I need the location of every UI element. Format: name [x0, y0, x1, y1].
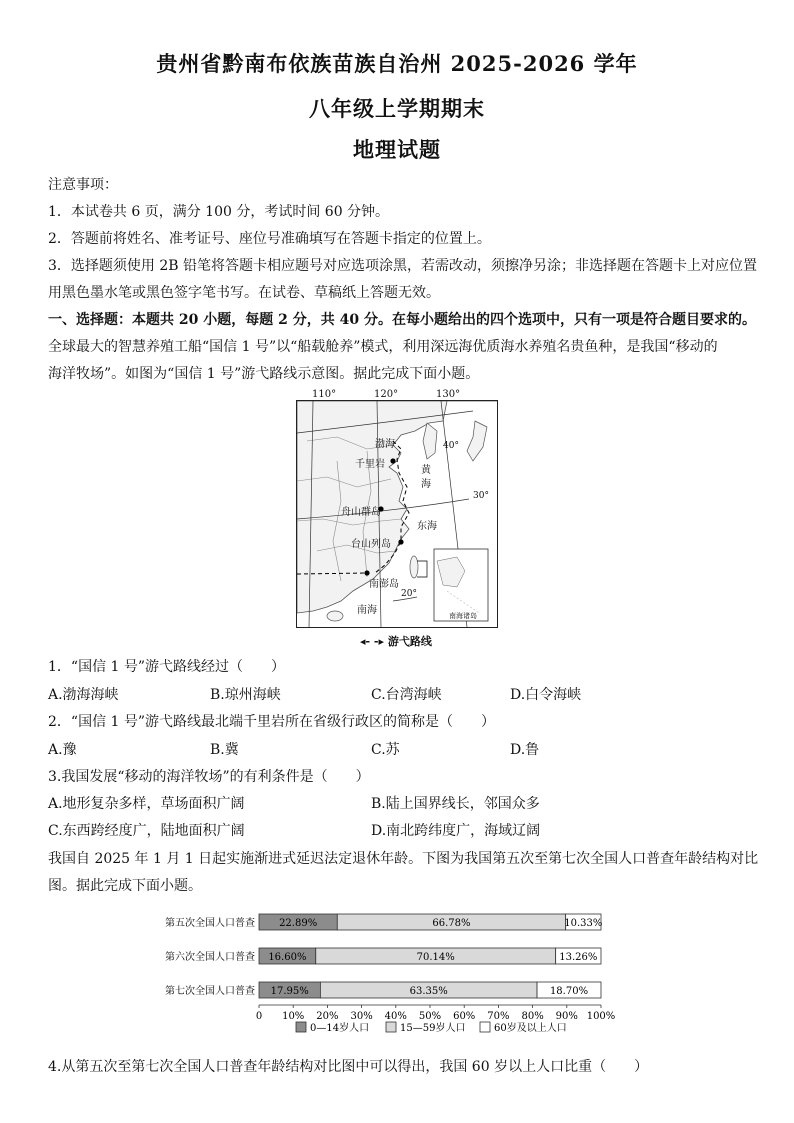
legend-label: 0—14岁人口 — [310, 1023, 370, 1034]
option-d: D.南北跨纬度广，海域辽阔 — [371, 823, 541, 839]
x-tick-label: 0 — [255, 1011, 263, 1022]
section-heading: 一、选择题：本题共 20 小题，每题 2 分，共 40 分。在每小题给出的四个选项中，只有一项是符合题目要求的。 — [48, 312, 756, 328]
x-tick-label: 90% — [555, 1011, 578, 1022]
lat-label-20: 20° — [401, 589, 417, 599]
option-d: D.鲁 — [510, 742, 540, 758]
x-tick-label: 20% — [316, 1011, 339, 1022]
x-tick-label: 80% — [521, 1011, 544, 1022]
option-c: C.苏 — [371, 742, 400, 758]
bar-value-label: 18.70% — [549, 986, 589, 997]
bar-value-label: 13.26% — [559, 952, 598, 963]
legend-swatch — [386, 1022, 396, 1032]
category-label: 第七次全国人口普查 — [165, 986, 255, 997]
option-a: A.渤海海峡 — [48, 687, 119, 703]
passage-text: 我国自 2025 年 1 月 1 日起实施渐进式延迟法定退休年龄。下图为我国第五次至第七次全国人口普查年龄结构对比 — [48, 851, 759, 867]
option-c: C.东西跨经度广，陆地面积广阔 — [48, 823, 245, 839]
bar-value-label: 22.89% — [279, 918, 318, 929]
age-structure-chart — [150, 905, 630, 1045]
lon-label: 130° — [436, 389, 461, 400]
option-c: C.台湾海峡 — [371, 687, 442, 703]
question-stem: 4.从第五次至第七次全国人口普查年龄结构对比图中可以得出，我国 60 岁以上人口比重（ ） — [48, 1059, 649, 1075]
x-tick-label: 50% — [418, 1011, 442, 1022]
notes-heading: 注意事项： — [48, 177, 118, 193]
x-tick-label: 40% — [384, 1011, 407, 1022]
bar-value-label: 10.33% — [564, 918, 603, 929]
x-tick-label: 100% — [586, 1011, 616, 1022]
bar-value-label: 63.35% — [409, 986, 448, 997]
map-legend-label: 游弋路线 — [387, 635, 432, 648]
taiwan-island — [410, 556, 418, 578]
exam-title-subject: 地理试题 — [353, 137, 441, 162]
bar-value-label: 16.60% — [268, 952, 307, 963]
passage-text: 海洋牧场”。如图为“国信 1 号”游弋路线示意图。据此完成下面小题。 — [48, 366, 480, 382]
huanghai-label-1: 黄 — [421, 465, 431, 476]
lat-label-30: 30° — [473, 491, 489, 501]
donghai-label: 东海 — [417, 521, 437, 532]
note-item: 2．答题前将姓名、准考证号、座位号准确填写在答题卡指定的位置上。 — [48, 231, 491, 247]
zhoushan-label: 舟山群岛 — [341, 507, 381, 518]
dashed-route-icon: ◂- -▸ — [360, 635, 388, 648]
huanghai-label-2: 海 — [421, 479, 431, 490]
x-tick-label: 30% — [350, 1011, 373, 1022]
legend-swatch — [480, 1022, 490, 1032]
category-label: 第五次全国人口普查 — [165, 918, 255, 929]
taishan-label: 台山列岛 — [351, 539, 391, 550]
inset-label: 南海诸岛 — [449, 612, 477, 620]
bar-value-label: 17.95% — [270, 986, 309, 997]
x-tick-label: 70% — [487, 1011, 510, 1022]
x-tick-label: 10% — [282, 1011, 305, 1022]
note-item: 用黑色墨水笔或黑色签字笔书写。在试卷、草稿纸上答题无效。 — [48, 285, 440, 301]
qianliyan-label: 千里岩 — [355, 459, 385, 470]
lon-label: 120° — [374, 389, 399, 400]
bar-value-label: 70.14% — [416, 952, 455, 963]
option-b: B.琼州海峡 — [210, 687, 281, 703]
legend-label: 60岁及以上人口 — [494, 1023, 567, 1034]
taishan-point — [398, 539, 403, 544]
map-legend — [360, 633, 432, 649]
legend-label: 15—59岁人口 — [400, 1023, 466, 1034]
x-tick-label: 60% — [453, 1011, 476, 1022]
legend-swatch — [296, 1022, 306, 1032]
exam-title-region: 贵州省黔南布依族苗族自治州 2025-2026 学年 — [156, 51, 638, 76]
qianliyan-point — [390, 458, 395, 463]
route-map — [296, 400, 498, 628]
bohai-label: 渤海 — [375, 439, 395, 450]
hainan-island — [327, 611, 343, 621]
lon-label: 110° — [312, 389, 337, 400]
bar-value-label: 66.78% — [432, 918, 471, 929]
passage-text: 全球最大的智慧养殖工船“国信 1 号”以“船载舱养”模式，利用深远海优质海水养殖名贵鱼种，是我国“移动的 — [48, 339, 718, 355]
question-stem: 3.我国发展“移动的海洋牧场”的有利条件是（ ） — [48, 769, 370, 785]
korea-peninsula — [423, 423, 437, 459]
note-item: 3．选择题须使用 2B 铅笔将答题卡相应题号对应选项涂黑，若需改动，须擦净另涂；非选择题在答题卡上对应位置 — [48, 258, 757, 274]
option-d: D.白令海峡 — [510, 687, 582, 703]
lat-label-40: 40° — [443, 441, 459, 451]
option-b: B.陆上国界线长，邻国众多 — [371, 796, 540, 812]
category-label: 第六次全国人口普查 — [165, 952, 255, 963]
passage-text: 图。据此完成下面小题。 — [48, 878, 202, 894]
exam-title-grade: 八年级上学期期末 — [309, 96, 485, 121]
option-a: A.豫 — [48, 742, 77, 758]
inset-marker — [417, 561, 427, 577]
map-drawing — [297, 401, 497, 627]
option-b: B.冀 — [210, 742, 239, 758]
nanhai-label: 南海 — [357, 605, 377, 616]
question-stem: 1．“国信 1 号”游弋路线经过（ ） — [48, 659, 286, 675]
nanpeng-label: 南澎岛 — [369, 579, 399, 590]
option-a: A.地形复杂多样，草场面积广阔 — [48, 796, 245, 812]
question-stem: 2．“国信 1 号”游弋路线最北端千里岩所在省级行政区的简称是（ ） — [48, 714, 496, 730]
note-item: 1．本试卷共 6 页，满分 100 分，考试时间 60 分钟。 — [48, 204, 390, 220]
japan-islands — [467, 421, 487, 461]
